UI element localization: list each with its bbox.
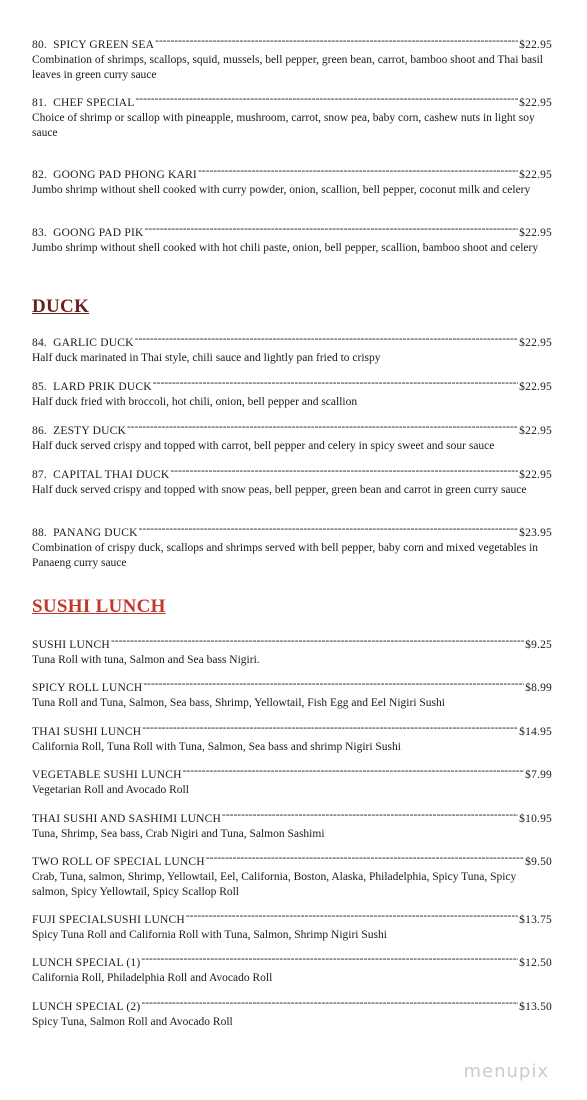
item-title: FUJI SPECIALSUSHI LUNCH <box>32 914 185 926</box>
item-title: LUNCH SPECIAL (2) <box>32 1001 141 1013</box>
item-price: $22.95 <box>519 337 552 349</box>
item-description: Half duck fried with broccoli, hot chili, onion, bell pepper and scallion <box>32 396 358 408</box>
item-title: THAI SUSHI LUNCH <box>32 726 142 738</box>
section-title-sushi-lunch: SUSHI LUNCH <box>32 596 166 617</box>
item-price: $22.95 <box>519 425 552 437</box>
item-description: California Roll, Tuna Roll with Tuna, Salmon, Sea bass and shrimp Nigiri Sushi <box>32 741 401 753</box>
item-title: 83. GOONG PAD PIK <box>32 227 144 239</box>
item-price: $22.95 <box>519 381 552 393</box>
item-price: $9.50 <box>525 856 552 868</box>
item-price: $10.95 <box>519 813 552 825</box>
item-title: THAI SUSHI AND SASHIMI LUNCH <box>32 813 221 825</box>
item-title: TWO ROLL OF SPECIAL LUNCH <box>32 856 205 868</box>
item-description: Jumbo shrimp without shell cooked with curry powder, onion, scallion, bell pepper, coconut milk and celery <box>32 184 531 196</box>
item-title: 81. CHEF SPECIAL <box>32 97 135 109</box>
item-description: Half duck served crispy and topped with snow peas, bell pepper, green bean and carrot in green curry sauce <box>32 484 527 496</box>
menu-item-80 <box>32 34 552 83</box>
menu-item-84 <box>32 332 552 366</box>
sushi-item <box>32 764 552 798</box>
item-title: 86. ZESTY DUCK <box>32 425 126 437</box>
item-price: $22.95 <box>519 227 552 239</box>
menu-item-81 <box>32 92 552 141</box>
item-description: Jumbo shrimp without shell cooked with hot chili paste, onion, bell pepper, scallion, bamboo shoot and celery <box>32 242 539 254</box>
item-title: 88. PANANG DUCK <box>32 527 138 539</box>
item-price: $23.95 <box>519 527 552 539</box>
item-description: Half duck marinated in Thai style, chili sauce and lightly pan fried to crispy <box>32 352 381 364</box>
item-title: VEGETABLE SUSHI LUNCH <box>32 769 182 781</box>
item-title: SPICY ROLL LUNCH <box>32 682 143 694</box>
item-price: $12.50 <box>519 957 552 969</box>
sushi-item <box>32 808 552 842</box>
item-title: 82. GOONG PAD PHONG KARI <box>32 169 197 181</box>
item-price: $14.95 <box>519 726 552 738</box>
item-price: $22.95 <box>519 97 552 109</box>
item-title: SUSHI LUNCH <box>32 639 110 651</box>
item-description: Tuna, Shrimp, Sea bass, Crab Nigiri and Tuna, Salmon Sashimi <box>32 828 325 840</box>
item-description: Tuna Roll and Tuna, Salmon, Sea bass, Shrimp, Yellowtail, Fish Egg and Eel Nigiri Sushi <box>32 697 445 709</box>
item-title: 80. SPICY GREEN SEA <box>32 39 155 51</box>
item-description: Choice of shrimp or scallop with pineapple, mushroom, carrot, snow pea, baby corn, cashew nuts in light soy sauce <box>32 112 535 139</box>
menu-item-88 <box>32 522 552 571</box>
sushi-item <box>32 909 552 943</box>
item-price: $22.95 <box>519 39 552 51</box>
item-description: Spicy Tuna Roll and California Roll with Tuna, Salmon, Shrimp Nigiri Sushi <box>32 929 387 941</box>
item-description: Combination of shrimps, scallops, squid, mussels, bell pepper, green bean, carrot, bamboo shoot and Thai basil leaves in green curry sauce <box>32 54 543 81</box>
menu-item-85 <box>32 376 552 410</box>
item-price: $9.25 <box>525 639 552 651</box>
menu-item-83 <box>32 222 552 256</box>
item-price: $22.95 <box>519 169 552 181</box>
sushi-item <box>32 634 552 668</box>
item-title: 87. CAPITAL THAI DUCK <box>32 469 170 481</box>
item-description: Combination of crispy duck, scallops and shrimps served with bell pepper, baby corn and mixed vegetables in Panaeng curry sauce <box>32 542 539 569</box>
item-title: LUNCH SPECIAL (1) <box>32 957 141 969</box>
item-title: 84. GARLIC DUCK <box>32 337 134 349</box>
item-description: Vegetarian Roll and Avocado Roll <box>32 784 189 796</box>
item-price: $13.75 <box>519 914 552 926</box>
menu-item-87 <box>32 464 552 498</box>
item-title: 85. LARD PRIK DUCK <box>32 381 152 393</box>
item-price: $22.95 <box>519 469 552 481</box>
menu-item-86 <box>32 420 552 454</box>
item-price: $7.99 <box>525 769 552 781</box>
section-title-duck: DUCK <box>32 296 90 317</box>
item-price: $8.99 <box>525 682 552 694</box>
sushi-item <box>32 677 552 711</box>
item-description: California Roll, Philadelphia Roll and Avocado Roll <box>32 972 273 984</box>
item-description: Half duck served crispy and topped with carrot, bell pepper and celery in spicy sweet and sour sauce <box>32 440 495 452</box>
item-description: Tuna Roll with tuna, Salmon and Sea bass Nigiri. <box>32 654 260 666</box>
sushi-item <box>32 851 552 900</box>
watermark: menupix <box>463 1061 549 1082</box>
item-description: Crab, Tuna, salmon, Shrimp, Yellowtail, Eel, California, Boston, Alaska, Philadelphia, Spicy Tuna, Spicy salmon, Spicy Yellowtail, Spicy Scallop Roll <box>32 871 517 898</box>
item-price: $13.50 <box>519 1001 552 1013</box>
sushi-item <box>32 721 552 755</box>
menu-item-82 <box>32 164 552 198</box>
item-description: Spicy Tuna, Salmon Roll and Avocado Roll <box>32 1016 233 1028</box>
sushi-item <box>32 996 552 1030</box>
sushi-item <box>32 952 552 986</box>
